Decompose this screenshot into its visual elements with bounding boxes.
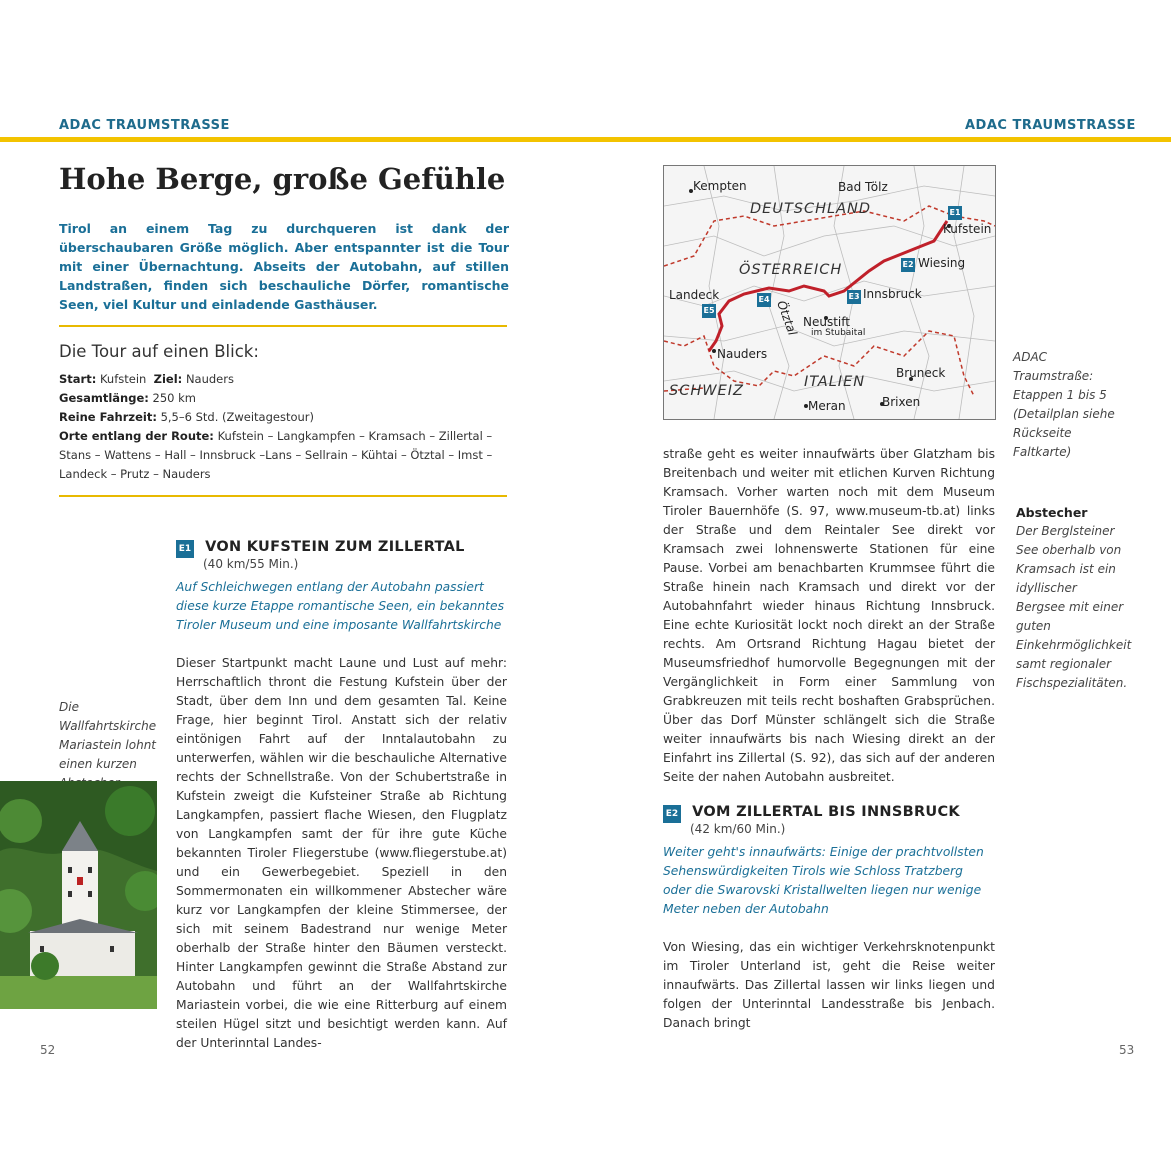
stage-badge: E1 (176, 540, 194, 558)
route-map (663, 165, 996, 420)
map-stage-badge: E5 (702, 304, 716, 318)
header-rule (0, 137, 1171, 142)
time-label: Reine Fahrzeit: (59, 410, 157, 424)
running-header-right: ADAC TRAUMSTRASSE (965, 118, 1136, 133)
section-lead: Weiter geht's innaufwärts: Einige der prachtvollsten Sehenswürdigkeiten Tirols wie Schloss Tratzberg oder die Swarovski Kristallwelten liegen nur wenige Meter neben der Autobahn (663, 845, 984, 916)
map-country: DEUTSCHLAND (750, 201, 872, 217)
church-photo (0, 781, 157, 1009)
section-title: VON KUFSTEIN ZUM ZILLERTAL (205, 539, 465, 555)
start-label: Start: (59, 372, 97, 386)
map-place: Bruneck (896, 366, 946, 380)
map-stage-badge: E1 (948, 206, 962, 220)
ziel-value: Nauders (185, 372, 234, 386)
places-label: Orte entlang der Route: (59, 429, 214, 443)
map-country: ITALIEN (804, 374, 866, 390)
body-text: Von Wiesing, das ein wichtiger Verkehrsknotenpunkt im Tiroler Unterland ist, geht die Reise weiter innaufwärts. Das Zillertal lassen wir links liegen und folgen der Unterinntal Landesstraße bis Jenbach. Danach bringt (663, 940, 995, 1030)
map-place: Brixen (882, 395, 921, 409)
map-place: Neustift (803, 315, 850, 329)
map-caption: ADAC Traumstraße: Etappen 1 bis 5 (Detailplan siehe Rückseite Faltkarte) (1013, 350, 1115, 459)
sidebar-box (1016, 503, 1132, 693)
map-stage-badge: E3 (847, 290, 861, 304)
map-stage-badge: E4 (757, 293, 771, 307)
overview-heading: Die Tour auf einen Blick: (59, 342, 259, 361)
map-valley: Ötztal (774, 298, 800, 338)
sidebar-heading: Abstecher (1016, 505, 1088, 520)
ziel-label: Ziel: (153, 372, 183, 386)
map-country: ÖSTERREICH (739, 262, 843, 278)
section-lead: Auf Schleichwegen entlang der Autobahn passiert diese kurze Etappe romantische Seen, ein bekanntes Tiroler Museum und eine imposante Wallfahrtskirche (176, 580, 504, 632)
page-title: Hohe Berge, große Gefühle (59, 162, 506, 196)
start-value: Kufstein (99, 372, 147, 386)
photo-caption: Die Wallfahrtskirche Mariastein lohnt einen kurzen (59, 700, 157, 771)
time-value: 5,5–6 Std. (Zweitagestour) (160, 410, 315, 424)
section-distance: (42 km/60 Min.) (690, 822, 786, 836)
body-text-continued: straße geht es weiter innaufwärts über Glatzham bis Breitenbach und weiter mit etlichen Kurven Richtung Kramsach. Vorher warten noch mit dem Museum Tiroler Bauernhöfe (S. 97, www.museum-tb.at) links der Straße und dem Reintaler See direkt vor Kramsach zwei lohnenswerte Stationen für eine Pause. Vorbei am benachbarten Krummsee führt die Straße hinein nach Kramsach und direkt vor der Autobahnfahrt wieder hinaus Richtung Innsbruck. Eine echte Kuriosität lockt noch direkt an der Straße rechts. Am Ortsrand Richtung Hagau bietet der Museumsfriedhof humorvolle Begegnungen mit der Vergänglichkeit in Form einer Sammlung von Grabkreuzen mit teils recht boshaften Grabsprüchen. Über das Dorf Münster schlängelt sich die Straße weiter innaufwärts bis nach Wiesing direkt an der Einfahrt ins Zillertal (S. 92), das sich auf der anderen Seite der nahen Autobahn ausbreitet. (663, 447, 995, 784)
map-place: Landeck (669, 288, 720, 302)
map-country: SCHWEIZ (669, 383, 744, 399)
running-header-left: ADAC TRAUMSTRASSE (59, 118, 230, 133)
body-text: Dieser Startpunkt macht Laune und Lust auf mehr: Herrschaftlich thront die Festung Kufstein über der Stadt, über dem Inn und dem gesamten Tal. Keine Frage, hier beginnt Tirol. Anstatt sich der relativ eintönigen Fahrt auf der Inntalautobahn zu unterwerfen, wählen wir die beschauliche Alternative rechts der Schnellstraße. Von der Schubertstraße in Kufstein zweigt die Kufsteiner Straße ab Richtung Langkampfen, passiert flache Wiesen, den Flugplatz von Langkampfen samt der für ihre gute Küche bekannten Tiroler Fliegerstube (www.fliegerstube.at) und ein Gewerbegebiet. Speziell in den Sommermonaten ein willkommener Abstecher wäre kurz vor Langkampfen der kleine Stimmersee, der sich mit seinem Badestrand nur wenige Meter oberhalb der Straße hinter den Bäumen versteckt. Hinter Langkampfen gewinnt die Straße Abstand zur Autobahn und führt an der Wallfahrtskirche Mariastein vorbei, die wie eine Ritterburg auf einem steilen Hügel sitzt und besichtigt werden kann. Auf der Unterinntal Landes- (176, 656, 507, 1050)
length-label: Gesamtlänge: (59, 391, 149, 405)
map-place: Kempten (693, 179, 747, 193)
map-place: Wiesing (918, 256, 966, 270)
intro-text: Tirol an einem Tag zu durchqueren ist dank der überschaubaren Größe möglich. Aber entspannter ist die Tour mit einer Übernachtung. Abseits der Autobahn, auf stillen Landstraßen, finden sich beschauliche Dörfer, romantische Seen, viel Kultur und einladende Gasthäuser. (59, 221, 509, 312)
map-place: Meran (808, 399, 846, 413)
map-place: Nauders (717, 347, 768, 361)
sidebar-text: Der Berglsteiner See oberhalb von Kramsach ist ein idyllischer Bergsee mit einer guten Einkehrmöglichkeit samt regionaler Fischspezialitäten. (1016, 524, 1132, 690)
places-value: Kufstein – Langkampfen – Kramsach – Zillertal – Stans – Wattens – Hall – Innsbruck –Lans – Sellrain – Kühtai – Ötztal – Imst – Landeck – Prutz – Nauders (59, 429, 493, 481)
overview-block (59, 370, 509, 484)
map-place: Innsbruck (863, 287, 922, 301)
map-stage-badge: E2 (901, 258, 915, 272)
divider (59, 495, 507, 497)
divider (59, 325, 507, 327)
page-number-right: 53 (1119, 1043, 1135, 1057)
section-heading-e1 (176, 536, 516, 558)
length-value: 250 km (152, 391, 196, 405)
map-place: Kufstein (943, 222, 992, 236)
section-heading-e2 (663, 801, 1003, 823)
stage-badge: E2 (663, 805, 681, 823)
map-place: Bad Tölz (838, 180, 888, 194)
page-number-left: 52 (40, 1043, 56, 1057)
map-place: im Stubaital (811, 328, 866, 338)
section-distance: (40 km/55 Min.) (203, 557, 299, 571)
section-title: VOM ZILLERTAL BIS INNSBRUCK (692, 804, 960, 820)
